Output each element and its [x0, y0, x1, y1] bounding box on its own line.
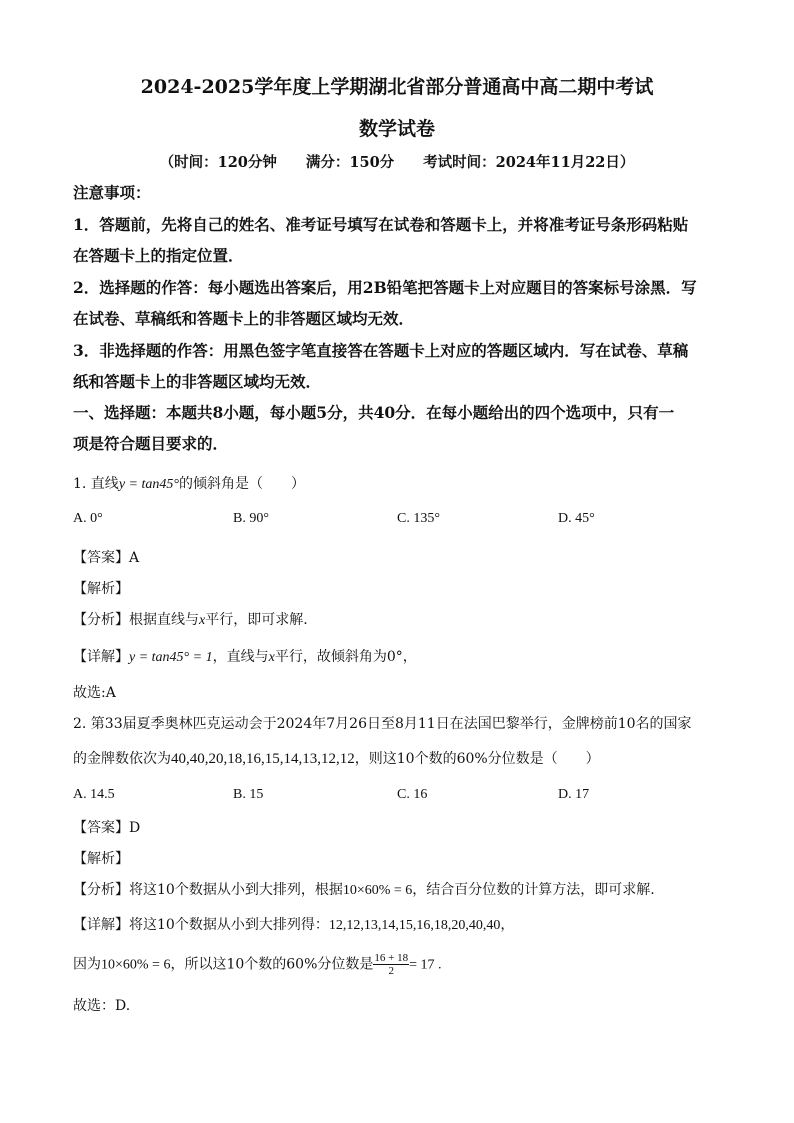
q2-sorted-data: 12,12,13,14,15,16,18,20,40,40	[328, 918, 501, 933]
q2-stem-text: 的金牌数依次为	[73, 751, 171, 767]
q2-analysis	[73, 879, 655, 899]
q1-detail-text-end: 平行，故倾斜角为0°，	[274, 649, 417, 665]
fraction-numerator: 16 + 18	[374, 952, 409, 964]
q2-option-d: D. 17	[558, 787, 590, 802]
q2-detail	[73, 914, 514, 934]
q2-stem-text-end: ，则这10个数的60%分位数是（ ）	[354, 751, 600, 767]
q2-because-text-mid: ，所以这10个数的60%分位数是	[170, 956, 374, 973]
exam-title: 2024-2025学年度上学期湖北省部分普通高中高二期中考试	[140, 76, 654, 98]
q2-because-result: = 17 .	[409, 957, 442, 973]
notes-heading: 注意事项：	[73, 183, 151, 202]
note-line: 在答题卡上的指定位置．	[73, 246, 244, 265]
q2-because	[73, 952, 442, 977]
q1-option-d: D. 45°	[558, 511, 595, 526]
note-line: 1．答题前，先将自己的姓名、准考证号填写在试卷和答题卡上，并将准考证号条形码粘贴	[73, 215, 689, 234]
exam-time-info: （时间：120分钟 满分：150分 考试时间：2024年11月22日）	[159, 154, 635, 171]
q2-option-a: A. 14.5	[73, 787, 115, 802]
q1-option-a: A. 0°	[73, 511, 103, 526]
fraction-denominator: 2	[388, 965, 394, 977]
q2-analysis-equation: 10×60% = 6	[342, 883, 413, 898]
q1-option-b: B. 90°	[233, 511, 269, 526]
q2-conclusion: 故选：D.	[73, 998, 131, 1014]
q2-detail-comma: ，	[500, 917, 515, 933]
q2-data-list: 40,40,20,18,16,15,14,13,12,12	[171, 751, 355, 767]
question-2-stem: 2. 第33届夏季奥林匹克运动会于2024年7月26日至8月11日在法国巴黎举行，金牌榜前10名的国家	[73, 716, 692, 732]
q1-analysis-text: 【分析】根据直线与	[73, 612, 199, 628]
note-line: 2．选择题的作答：每小题选出答案后，用2B铅笔把答题卡上对应题目的答案标号涂黑．写	[73, 278, 697, 297]
q2-because-text: 因为	[73, 956, 101, 973]
q1-detail-equation: y = tan45° = 1	[129, 650, 213, 665]
q1-detail	[73, 646, 417, 666]
q1-analysis-var: x	[199, 613, 206, 628]
q2-answer: 【答案】D	[73, 820, 141, 836]
q1-jiexi: 【解析】	[73, 581, 129, 597]
section-heading: 一、选择题：本题共8小题，每小题5分，共40分．在每小题给出的四个选项中，只有一	[73, 403, 675, 422]
note-line: 纸和答题卡上的非答题区域均无效．	[73, 372, 322, 391]
q2-because-equation: 10×60% = 6	[101, 957, 171, 973]
subject-title: 数学试卷	[358, 118, 435, 140]
q1-detail-var: x	[268, 650, 275, 665]
note-line: 在试卷、草稿纸和答题卡上的非答题区域均无效．	[73, 309, 415, 328]
q1-suffix: 的倾斜角是（ ）	[178, 476, 305, 492]
q1-prefix: 1. 直线	[73, 476, 119, 492]
q1-conclusion: 故选:A	[73, 685, 116, 701]
q1-detail-label: 【详解】	[73, 649, 129, 665]
q2-option-b: B. 15	[233, 787, 264, 802]
q2-analysis-text-end: ，结合百分位数的计算方法，即可求解.	[412, 882, 655, 898]
q1-analysis	[73, 609, 308, 629]
q2-detail-label: 【详解】将这10个数据从小到大排列得：	[73, 917, 329, 933]
q1-equation: y = tan45°	[118, 477, 179, 492]
q2-jiexi: 【解析】	[73, 851, 129, 867]
q2-fraction	[373, 952, 409, 977]
section-heading-cont: 项是符合题目要求的．	[73, 434, 229, 453]
q2-analysis-text: 【分析】将这10个数据从小到大排列，根据	[73, 882, 343, 898]
q1-option-c: C. 135°	[397, 511, 440, 526]
question-1-stem	[73, 473, 305, 493]
q1-detail-text: ，直线与	[212, 649, 269, 665]
q1-answer: 【答案】A	[73, 550, 140, 566]
question-2-stem-cont	[73, 748, 600, 768]
q1-analysis-text-end: 平行，即可求解.	[205, 612, 308, 628]
note-line: 3．非选择题的作答：用黑色签字笔直接答在答题卡上对应的答题区域内．写在试卷、草稿	[73, 341, 689, 360]
q2-option-c: C. 16	[397, 787, 428, 802]
